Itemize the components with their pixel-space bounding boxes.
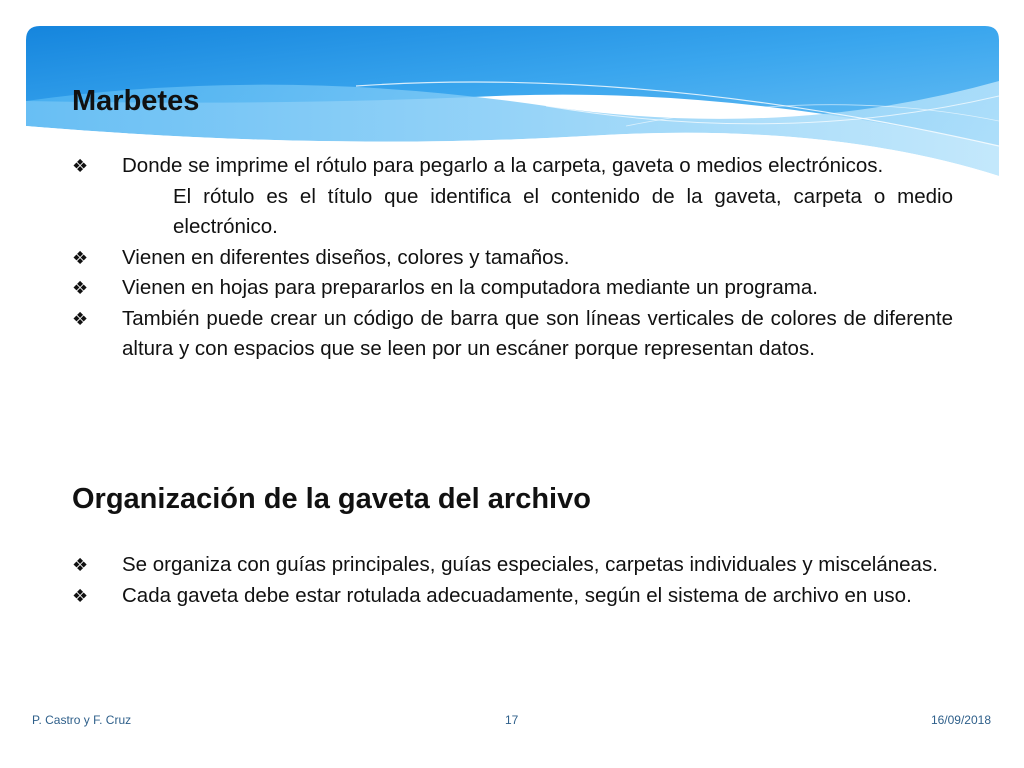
diamond-bullet-icon: ❖ [72,247,89,268]
list-item [72,243,953,274]
list-item [72,581,969,612]
footer-date: 16/09/2018 [930,713,991,727]
diamond-bullet-icon: ❖ [72,278,89,298]
footer-author: P. Castro y F. Cruz [32,713,132,727]
list-item [72,550,969,581]
diamond-bullet-icon: ❖ [72,555,89,575]
list-item-note: El rótulo es el título que identifica el contenido de la gaveta, carpeta o medio electrónico. [173,184,953,238]
diamond-bullet-icon: ❖ [72,156,89,176]
organizacion-list [72,550,969,611]
diamond-bullet-icon: ❖ [72,308,89,329]
list-item-text: Cada gaveta debe estar rotulada adecuadamente, según el sistema de archivo en uso. [122,583,912,607]
marbetes-list [72,151,953,365]
diamond-bullet-icon: ❖ [72,585,89,606]
list-item [72,273,953,304]
section-title-organizacion: Organización de la gaveta del archivo [72,483,591,515]
footer-page-number: 17 [505,713,519,727]
list-item [72,304,953,365]
list-item-text: Vienen en hojas para prepararlos en la computadora mediante un programa. [122,276,818,299]
list-item-text: Vienen en diferentes diseños, colores y tamaños. [122,245,570,269]
list-item-text: Donde se imprime el rótulo para pegarlo a la carpeta, gaveta o medios electrónicos. [122,154,884,177]
list-item [72,151,953,243]
list-item-text: Se organiza con guías principales, guías especiales, carpetas individuales y misceláneas. [122,553,938,576]
section-title-marbetes: Marbetes [72,85,200,117]
list-item-text: También puede crear un código de barra que son líneas verticales de colores de diferente altura y con espacios que se leen por un escáner porque representan datos. [122,306,953,360]
